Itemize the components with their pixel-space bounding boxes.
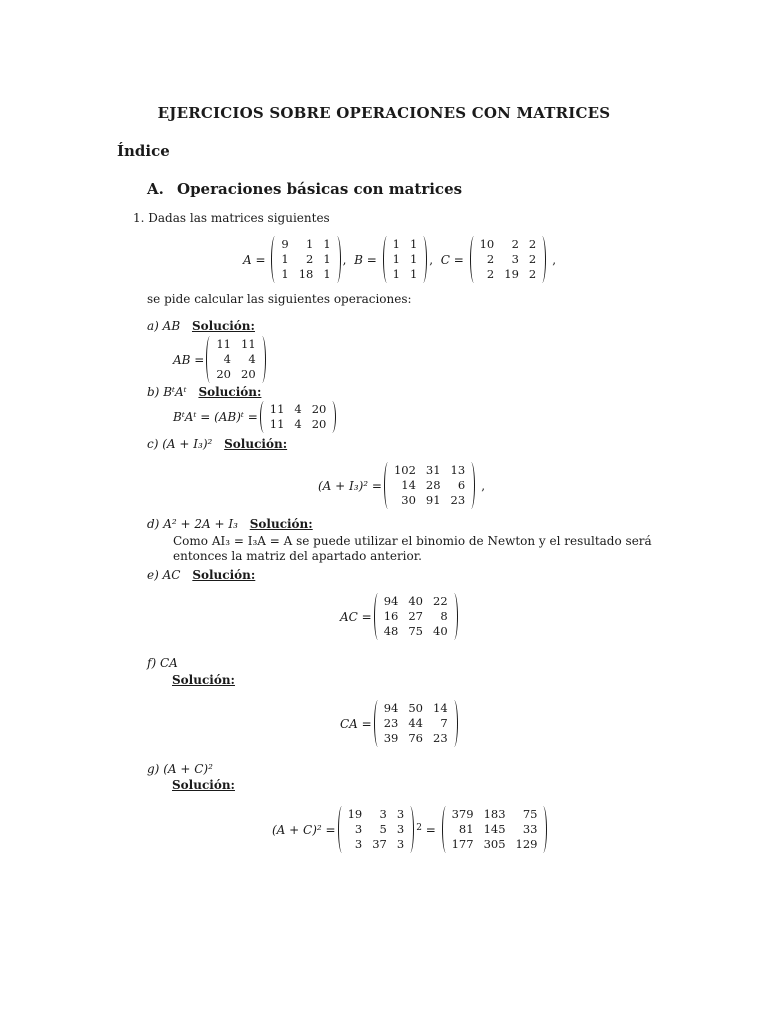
matrix-entries (346, 806, 407, 853)
solution-label: Solución: (191, 319, 255, 333)
matrix-cell: 75 (408, 624, 423, 638)
matrix-cell: 23 (450, 493, 466, 507)
matrix-cell: 40 (433, 624, 448, 638)
right-paren (539, 806, 547, 853)
matrix-cell: 6 (457, 478, 466, 492)
solution-label: Solución: (224, 437, 288, 451)
matrix-cell: 28 (425, 478, 441, 492)
matrix-cell: 40 (408, 594, 423, 608)
right-paren (467, 462, 475, 509)
item-f-heading: f) CA (147, 656, 178, 670)
left-paren (338, 806, 346, 853)
solution-label: Solución: (198, 385, 262, 399)
item-a-result: AB = 11 11 4 4 20 20 (173, 336, 268, 383)
item-c-heading: c) (A + I₃)² Solución: (147, 437, 288, 451)
item-g-solution (172, 778, 235, 792)
left-paren (271, 236, 279, 283)
matrix-cell: 2 (486, 267, 495, 281)
matrix-cell: 2 (306, 252, 314, 266)
left-paren (206, 336, 214, 383)
matrix-cell: 23 (383, 716, 399, 730)
matrix-cell: 16 (383, 609, 399, 623)
matrix-entries (450, 806, 540, 853)
matrix-ab (206, 336, 265, 383)
solution-label: Solución: (249, 517, 313, 531)
matrix-cell: 19 (504, 267, 519, 281)
solution-label: Solución: (172, 778, 235, 792)
matrix-entries (391, 236, 420, 283)
exercise-number: 1. (133, 211, 145, 225)
matrix-cell: 31 (425, 463, 441, 477)
matrix-cell: 94 (383, 701, 399, 715)
right-paren (406, 806, 414, 853)
solution-label: Solución: (192, 568, 256, 582)
matrix-cell: 145 (483, 822, 506, 836)
right-paren (419, 236, 427, 283)
matrix-cell: 4 (248, 352, 256, 366)
matrix-a-plus-i-squared (384, 462, 475, 509)
matrix-entries (279, 236, 332, 283)
right-paren (450, 593, 458, 640)
matrix-cell: 76 (408, 731, 423, 745)
matrix-cell: 2 (511, 237, 519, 251)
matrix-cell: 1 (392, 237, 400, 251)
matrix-entries (268, 401, 329, 433)
matrix-btat (260, 401, 337, 433)
matrix-cell: 183 (483, 807, 506, 821)
matrix-cell: 14 (433, 701, 448, 715)
matrix-cell: 30 (401, 493, 416, 507)
matrix-cell: 102 (393, 463, 416, 477)
item-f-result: CA = 94 50 14 23 44 7 39 76 23 (340, 700, 460, 747)
left-paren (470, 236, 478, 283)
left-paren (442, 806, 450, 853)
item-d-heading: d) A² + 2A + I₃ Solución: (147, 517, 313, 531)
matrix-cell: 20 (311, 417, 327, 431)
item-f-solution (172, 673, 235, 687)
matrix-cell: 3 (396, 807, 405, 821)
matrix-cell: 2 (486, 252, 495, 266)
matrix-cell: 11 (241, 337, 256, 351)
right-paren (258, 336, 266, 383)
exercise-intro-text: Dadas las matrices siguientes (148, 211, 330, 225)
matrix-entries (392, 462, 467, 509)
matrix-entries (382, 593, 450, 640)
matrix-cell: 1 (281, 267, 289, 281)
matrix-a (271, 236, 340, 283)
matrix-cell: 94 (383, 594, 399, 608)
matrix-cell: 33 (522, 822, 538, 836)
matrix-cell: 1 (323, 267, 331, 281)
matrix-cell: 305 (483, 837, 506, 851)
matrix-cell: 1 (323, 237, 331, 251)
matrix-cell: 3 (379, 807, 387, 821)
matrix-cell: 129 (515, 837, 538, 851)
matrix-cell: 4 (223, 352, 231, 366)
section-title: Operaciones básicas con matrices (177, 180, 463, 198)
matrix-cell: 13 (450, 463, 466, 477)
matrix-cell: 48 (383, 624, 399, 638)
matrix-a-plus-c (338, 806, 415, 853)
exercise-ask: se pide calcular las siguientes operaciones: (147, 292, 412, 306)
matrix-cell: 1 (392, 267, 400, 281)
matrix-entries (478, 236, 539, 283)
matrix-cell: 3 (511, 252, 519, 266)
matrix-cell: 2 (528, 237, 537, 251)
item-g-heading: g) (A + C)² (147, 762, 213, 776)
matrix-ca (374, 700, 458, 747)
matrix-cell: 2 (528, 252, 537, 266)
matrix-cell: 3 (354, 837, 363, 851)
matrix-cell: 1 (409, 252, 418, 266)
matrix-cell: 27 (408, 609, 423, 623)
right-paren (450, 700, 458, 747)
matrix-cell: 20 (216, 367, 231, 381)
matrix-b (383, 236, 428, 283)
matrix-cell: 91 (425, 493, 441, 507)
matrix-cell: 20 (311, 402, 327, 416)
document-title: EJERCICIOS SOBRE OPERACIONES CON MATRICES (157, 104, 611, 122)
item-d-text-1: Como AI₃ = I₃A = A se puede utilizar el binomio de Newton y el resultado será (173, 534, 652, 548)
matrix-cell: 81 (458, 822, 474, 836)
item-e-result: AC = 94 40 22 16 27 8 48 75 40 (340, 593, 460, 640)
section-heading (147, 180, 462, 198)
matrix-cell: 379 (451, 807, 474, 821)
item-g-result: (A + C)² = 19 3 3 3 5 3 3 37 3 2 = 379 183 75 81 145 33 177 305 129 (272, 806, 549, 853)
matrix-cell: 20 (241, 367, 256, 381)
matrix-cell: 4 (294, 402, 302, 416)
matrix-cell: 1 (392, 252, 400, 266)
matrix-cell: 1 (306, 237, 314, 251)
item-d-text-2: entonces la matriz del apartado anterior. (173, 549, 422, 563)
matrix-cell: 18 (298, 267, 314, 281)
exercise-intro (133, 211, 330, 225)
matrix-cell: 3 (354, 822, 363, 836)
matrix-a-plus-c-squared (442, 806, 548, 853)
matrix-entries (382, 700, 450, 747)
matrix-cell: 8 (440, 609, 448, 623)
matrix-cell: 5 (379, 822, 387, 836)
matrix-cell: 37 (372, 837, 387, 851)
matrix-cell: 14 (401, 478, 416, 492)
matrix-cell: 4 (294, 417, 302, 431)
right-paren (333, 236, 341, 283)
matrix-cell: 23 (433, 731, 448, 745)
matrix-c (470, 236, 547, 283)
matrix-cell: 1 (281, 252, 289, 266)
item-e-heading: e) AC Solución: (147, 568, 256, 582)
matrix-cell: 7 (440, 716, 448, 730)
matrix-cell: 177 (451, 837, 474, 851)
matrix-cell: 75 (522, 807, 538, 821)
matrix-cell: 11 (216, 337, 231, 351)
item-b-heading: b) BᵗAᵗ Solución: (147, 385, 262, 399)
index-heading: Índice (117, 142, 170, 160)
matrix-cell: 3 (396, 822, 405, 836)
matrix-cell: 10 (479, 237, 495, 251)
matrix-entries (214, 336, 257, 383)
matrix-cell: 44 (408, 716, 423, 730)
matrix-cell: 11 (269, 417, 285, 431)
matrix-cell: 22 (433, 594, 448, 608)
section-number: A. (147, 180, 164, 198)
left-paren (384, 462, 392, 509)
matrix-cell: 11 (269, 402, 285, 416)
matrix-cell: 3 (396, 837, 405, 851)
matrix-cell: 9 (281, 237, 289, 251)
matrix-cell: 1 (409, 267, 418, 281)
solution-label: Solución: (172, 673, 235, 687)
matrix-cell: 19 (347, 807, 363, 821)
item-c-result: (A + I₃)² = 102 31 13 14 28 6 30 91 23 , (318, 463, 486, 507)
item-a-heading: a) AB Solución: (147, 319, 255, 333)
matrix-cell: 50 (408, 701, 423, 715)
left-paren (374, 700, 382, 747)
matrix-ac (374, 593, 458, 640)
right-paren (328, 401, 336, 433)
left-paren (374, 593, 382, 640)
matrix-cell: 39 (383, 731, 399, 745)
matrix-cell: 2 (528, 267, 537, 281)
given-matrices: A = 9 1 1 1 2 1 1 18 1 , B = 1 1 1 1 1 1 , C = 10 2 2 2 3 2 2 19 2 , (243, 237, 557, 281)
item-b-result: BᵗAᵗ = (AB)ᵗ = 11 4 20 11 4 20 (173, 401, 338, 433)
matrix-cell: 1 (409, 237, 418, 251)
left-paren (383, 236, 391, 283)
matrix-cell: 1 (323, 252, 331, 266)
left-paren (260, 401, 268, 433)
right-paren (538, 236, 546, 283)
